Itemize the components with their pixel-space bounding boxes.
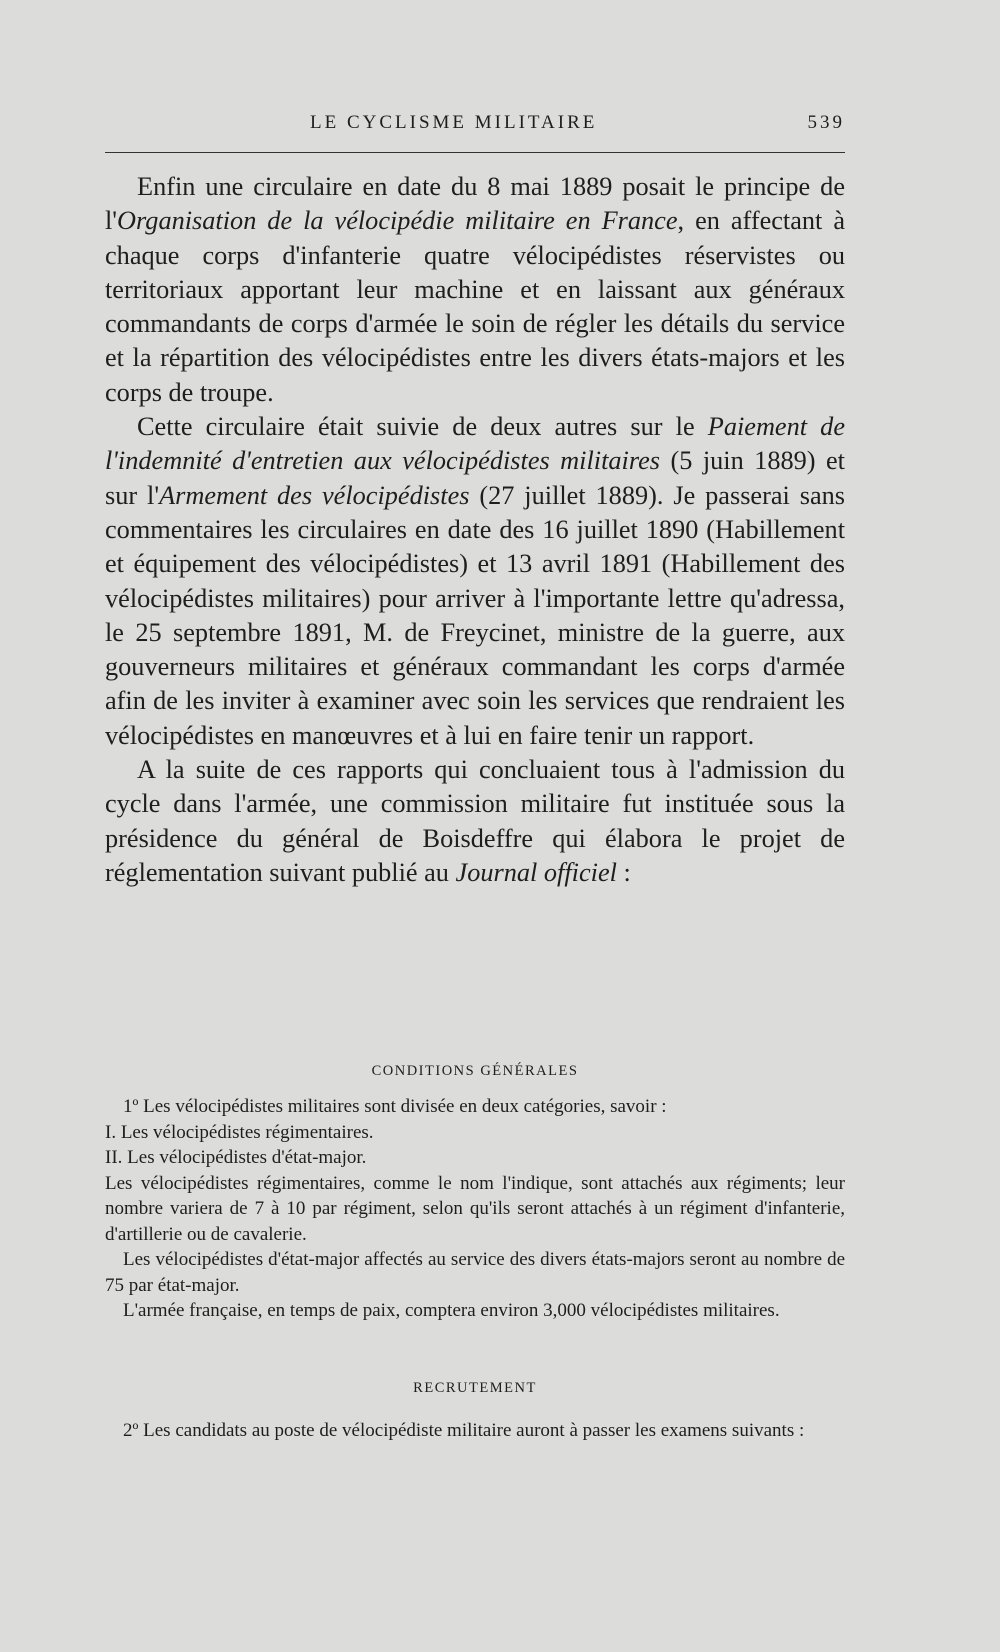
paragraph: Les vélocipédistes d'état-major affectés au service des divers états-majors seront au nombre de 75 par état-major. xyxy=(105,1249,845,1296)
text-run: , en affectant à chaque corps d'infanterie quatre vélocipédistes réservistes ou territoriaux apportant leur machine et en laissant aux généraux commandants de corps d'armée le soin de régler les détails du service et la répartition des vélocipédistes entre les divers états-majors et les corps de troupe. xyxy=(105,206,845,407)
list-item: I. Les vélocipédistes régimentaires. xyxy=(105,1121,374,1143)
text-run: A la suite de ces rapports qui concluaient tous à l'admission du cycle dans l'armée, une commission militaire fut instituée sous la présidence du général de Boisdeffre qui élabora le projet de réglementation suivant publié au xyxy=(105,755,845,887)
text-run: (27 juillet 1889). Je passerai sans commentaires les circulaires en date des 16 juillet 1890 (Habillement et équipement des vélocipédistes) et 13 avril 1891 (Habillement des vélocipédistes militaires) pour arriver à l'importante lettre qu'adressa, le 25 septembre 1891, M. de Freycinet, ministre de la guerre, aux gouverneurs militaires et généraux commandant les corps d'armée afin de les inviter à examiner avec soin les services que rendraient les vélocipédistes en manœuvres et à lui en faire tenir un rapport. xyxy=(105,480,846,750)
italic-run: Organisation de la vélocipédie militaire en France xyxy=(117,206,678,236)
section-conditions-text xyxy=(105,1094,845,1324)
paragraph xyxy=(105,410,845,753)
paragraph: Les vélocipédistes régimentaires, comme le nom l'indique, sont attachés aux régiments; leur nombre variera de 7 à 10 par régiment, selon qu'ils seront attachés à un régiment d'infanterie, d'artillerie ou de cavalerie. xyxy=(105,1172,845,1245)
paragraph xyxy=(105,753,845,890)
running-header xyxy=(105,108,845,142)
section-heading-conditions: CONDITIONS GÉNÉRALES xyxy=(371,1063,579,1079)
text-run: Cette circulaire était suivie de deux autres sur le xyxy=(137,412,708,442)
list-item: 1º Les vélocipédistes militaires sont divisée en deux catégories, savoir : xyxy=(123,1096,667,1117)
section-recrutement-text xyxy=(105,1418,845,1444)
page-number: 539 xyxy=(807,112,845,133)
italic-run: Paiement de l'indemnité d'entretien aux vélocipédistes militaires xyxy=(105,412,845,476)
text-run: (5 juin 1889) et sur l' xyxy=(105,446,845,510)
main-text xyxy=(105,170,845,890)
text-run: Enfin une circulaire en date du 8 mai 1889 posait le principe de l' xyxy=(105,172,845,236)
section-heading-recrutement: RECRUTEMENT xyxy=(413,1380,537,1396)
italic-run: Journal officiel xyxy=(455,857,617,887)
running-title: LE CYCLISME MILITAIRE xyxy=(310,112,598,133)
header-rule xyxy=(105,152,845,153)
text-run: : xyxy=(616,857,631,887)
italic-run: Armement des vélocipédistes xyxy=(159,480,470,510)
paragraph: L'armée française, en temps de paix, comptera environ 3,000 vélocipédistes militaires. xyxy=(123,1300,780,1321)
paragraph: 2º Les candidats au poste de vélocipédiste militaire auront à passer les examens suivants : xyxy=(123,1420,805,1441)
list-item: II. Les vélocipédistes d'état-major. xyxy=(105,1147,367,1168)
paragraph xyxy=(105,170,845,410)
